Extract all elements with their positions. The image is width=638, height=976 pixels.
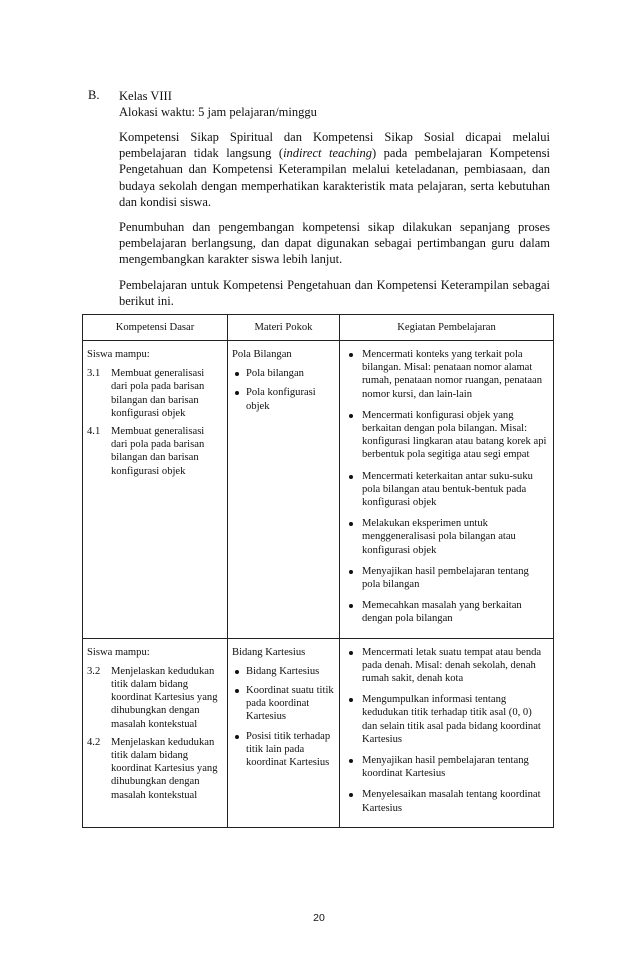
page-number: 20 xyxy=(313,912,325,924)
list-item: Pola konfigurasi objek xyxy=(232,386,335,412)
kd-text: Membuat generalisasi dari pola pada barisan bilangan dan barisan konfigurasi objek xyxy=(111,426,205,477)
materi-title: Pola Bilangan xyxy=(232,349,292,360)
siswa-mampu-label: Siswa mampu: xyxy=(87,646,150,658)
list-item: Bidang Kartesius xyxy=(232,665,335,678)
list-item: Pola bilangan xyxy=(232,367,335,380)
list-item: Posisi titik terhadap titik lain pada koordinat Kartesius xyxy=(232,730,335,770)
list-item: Memecahkan masalah yang berkaitan dengan pola bilangan xyxy=(344,599,549,625)
kd-cell xyxy=(83,341,228,639)
kd-text: Menjelaskan kedudukan titik dalam bidang koordinat Kartesius yang dihubungkan dengan masalah kontekstual xyxy=(111,736,218,801)
section-b xyxy=(88,88,554,309)
competency-table xyxy=(82,314,554,828)
kd-cell xyxy=(83,638,228,827)
kegiatan-cell xyxy=(340,341,554,639)
list-item: Menyajikan hasil pembelajaran tentang pola bilangan xyxy=(344,565,549,591)
list-item: Mencermati konfigurasi objek yang berkaitan dengan pola bilangan. Misal: konfigurasi lingkaran atau batang korek api berbentuk pola segitiga atau segi empat xyxy=(344,409,549,462)
kegiatan-list xyxy=(344,646,549,815)
kd-item xyxy=(87,736,223,802)
list-item: Mencermati letak suatu tempat atau benda pada denah. Misal: denah sekolah, denah rumah sakit, denah kota xyxy=(344,646,549,686)
kd-number: 3.1 xyxy=(87,368,101,380)
list-item: Mengumpulkan informasi tentang kedudukan titik terhadap titik asal (0, 0) dan selain titik asal pada bidang koordinat Kartesius xyxy=(344,693,549,746)
table-row xyxy=(83,341,554,639)
list-item: Menyelesaikan masalah tentang koordinat Kartesius xyxy=(344,788,549,814)
paragraph-attitude-development: Penumbuhan dan pengembangan kompetensi sikap dilakukan sepanjang proses pembelajaran berlangsung, dan dapat digunakan sebagai pertimbangan guru dalam mengembangkan karakter siswa lebih lanjut. xyxy=(119,220,550,267)
materi-cell xyxy=(228,341,340,639)
section-body xyxy=(119,88,550,309)
kegiatan-list xyxy=(344,348,549,626)
kd-item xyxy=(87,367,223,420)
materi-list xyxy=(232,665,335,769)
kd-number: 4.1 xyxy=(87,426,101,438)
header-materi-pokok: Materi Pokok xyxy=(228,315,340,341)
kd-number: 4.2 xyxy=(87,736,101,748)
list-item: Mencermati konteks yang terkait pola bilangan. Misal: penataan nomor alamat rumah, penataan nomor ruangan, penataan nomor kursi, dan lain-lain xyxy=(344,348,549,401)
header-kompetensi-dasar: Kompetensi Dasar xyxy=(83,315,228,341)
kd-item xyxy=(87,665,223,731)
section-title: Kelas VIII xyxy=(119,89,172,103)
paragraph-learning-intro: Pembelajaran untuk Kompetensi Pengetahuan dan Kompetensi Keterampilan sebagai berikut ini. xyxy=(119,277,550,308)
materi-cell xyxy=(228,638,340,827)
time-allocation: Alokasi waktu: 5 jam pelajaran/minggu xyxy=(119,105,317,119)
table-row xyxy=(83,638,554,827)
materi-title: Bidang Kartesius xyxy=(232,646,306,658)
list-item: Melakukan eksperimen untuk menggeneralisasi pola bilangan atau konfigurasi objek xyxy=(344,517,549,557)
header-kegiatan-pembelajaran: Kegiatan Pembelajaran xyxy=(340,315,554,341)
kd-text: Menjelaskan kedudukan titik dalam bidang koordinat Kartesius yang dihubungkan dengan masalah kontekstual xyxy=(111,665,218,730)
kd-text: Membuat generalisasi dari pola pada barisan bilangan dan barisan konfigurasi objek xyxy=(111,368,205,419)
siswa-mampu-label: Siswa mampu: xyxy=(87,349,150,360)
kegiatan-cell xyxy=(340,638,554,827)
kd-item xyxy=(87,425,223,478)
paragraph-attitude-competence: Kompetensi Sikap Spiritual dan Kompetensi Sikap Sosial dicapai melalui pembelajaran tidak langsung (indirect teaching) pada pembelajaran Kompetensi Pengetahuan dan Kompetensi Keterampilan melalui keteladanan, pembiasaan, dan budaya sekolah dengan memperhatikan karakteristik mata pelajaran, serta kebutuhan dan kondisi siswa. xyxy=(119,130,550,209)
section-letter: B. xyxy=(88,88,100,102)
list-item: Mencermati keterkaitan antar suku-suku pola bilangan atau bentuk-bentuk pada konfigurasi objek xyxy=(344,470,549,510)
list-item: Menyajikan hasil pembelajaran tentang koordinat Kartesius xyxy=(344,754,549,780)
list-item: Koordinat suatu titik pada koordinat Kartesius xyxy=(232,684,335,724)
kd-number: 3.2 xyxy=(87,665,101,677)
materi-list xyxy=(232,367,335,413)
table-header-row xyxy=(83,315,554,341)
